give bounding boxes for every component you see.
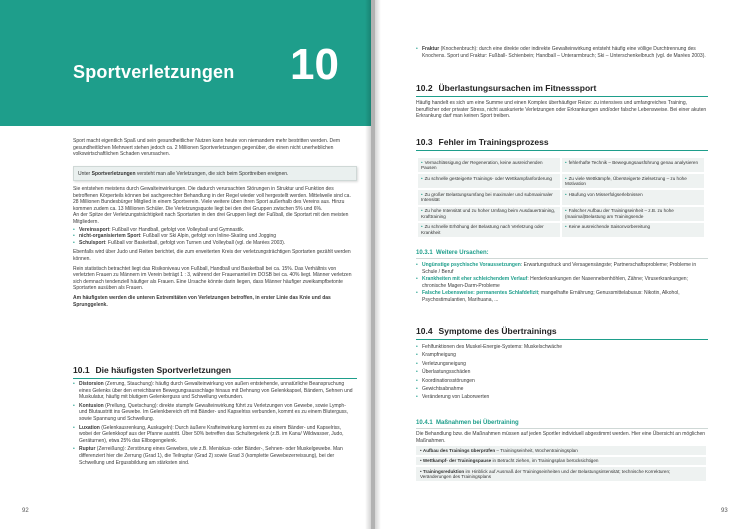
table-row — [418, 223, 704, 237]
list-item-text: : Fußball vor Ski Alpin, gefolgt von Inline-Skating und Jogging — [140, 233, 277, 240]
bullet-icon: • — [565, 175, 567, 181]
definition-rest: versteht man alle Verletzungen, die sich beim Sporttreiben ereignen. — [135, 171, 289, 177]
measures-box — [416, 446, 706, 483]
divider — [73, 378, 357, 379]
table-cell — [562, 174, 704, 188]
paragraph: Ebenfalls wird über Judo und Reiten berichtet, die zum erweiterten Kreis der verletzungsträchtigen Sportarten gezählt werden können. — [73, 249, 351, 262]
bullet-icon: • — [421, 208, 423, 214]
measure-text: im Hinblick auf Ausmaß der Trainingseinheiten und der Belastungsintensität; technische Korrekturen; Veränderungen des Trainingsplans — [420, 468, 671, 480]
list-item-term: Kontusion — [79, 402, 104, 409]
divider — [416, 96, 708, 97]
chapter-title: Sportverletzungen — [73, 62, 235, 82]
subsection-heading-10-4-1 — [416, 420, 708, 426]
table-cell — [562, 190, 704, 204]
section-heading-10-2 — [416, 83, 708, 93]
cell-text: Zu hohe Intensität und zu hoher Umfang beim Ausdauertraining, Krafttraining — [421, 208, 556, 219]
list-item — [73, 446, 353, 466]
list-item-text: : Fußball vor Basketball, gefolgt von Turnen und Volleyball (vgl. de Marées 2003). — [105, 239, 286, 246]
table-cell — [562, 158, 704, 172]
section-number: 10.4 — [416, 326, 433, 336]
chapter-header-band — [0, 0, 371, 126]
table-cell — [418, 223, 560, 237]
table-row — [418, 190, 704, 204]
list-item — [416, 290, 708, 303]
section-title: Überlastungsursachen im Fitnesssport — [438, 83, 597, 93]
definition-box — [73, 166, 357, 181]
causes-list — [416, 262, 708, 304]
definition-lead: Unter — [78, 171, 92, 177]
paragraph: Die Behandlung bzw. die Maßnahmen müssen auf jeden Sportler individuell abgestimmt werden. Hier eine Übersicht an möglichen Maßnahmen. — [416, 431, 706, 444]
table-cell — [418, 174, 560, 188]
list-item — [416, 276, 708, 289]
fraktur-list — [416, 46, 708, 59]
measure-term: Trainingsreduktion — [422, 468, 465, 474]
page-number: 93 — [721, 508, 728, 514]
cell-text: Häufung von Misserfolgserlebnissen — [568, 191, 643, 197]
list-item: • Gewichtsabnahme — [416, 385, 708, 393]
cell-text: Zu großer Belastungsumfang bei maximaler und submaximaler Intensität — [421, 191, 553, 203]
list-item-term: Vereinssport — [79, 226, 110, 233]
subsection-heading-10-3-1 — [416, 250, 708, 256]
cell-text: Vernachlässigung der Regeneration, keine ausreichenden Pausen — [421, 159, 543, 171]
table-cell — [418, 207, 560, 221]
list-item-term: Ruptur — [79, 446, 96, 453]
definition-term: Sportverletzungen — [91, 171, 136, 177]
section-title: Maßnahmen bei Übertraining — [436, 420, 519, 426]
cell-text: Keine ausreichende Saisonvorbereitung — [568, 224, 651, 230]
bullet-icon: • — [421, 159, 423, 165]
list-item — [73, 240, 353, 247]
measure-row: • Trainingsreduktion im Hinblick auf Ausmaß der Trainingseinheiten und der Belastungsintensität; technische Korrekturen; Veränderungen des Trainingsplans — [416, 467, 706, 481]
paragraph: Rein statistisch betrachtet liegt das Risikoniveau von Fußball, Handball und Basketball bei ca. 15%. Das Verhältnis von verletzten Frauen zu Männern im Verein beträgt 1 : 3, während der Frauenanteil im DOSB bei ca. 40% liegt. Männer verletzen sich demnach tendenziell häufiger als Frauen. Eine Ursache könnte darin liegen, dass Männer häufiger zweikampfbetonte Sportarten ausüben als Frauen. — [73, 265, 352, 292]
list-item-text: (Prellung, Quetschung): direkte stumpfe Gewalteinwirkung führt zu Verletzungen von Gewebe, sowie Lymph- und Blutaustritt ins Gewebe. Im Gelenkbereich oft mit Bänder- und Kapselriss verbunden, kommt es zu einem Bluterguss, sowie Spannung und Schwellung. — [79, 402, 349, 422]
list-item-term: Fraktur — [422, 46, 440, 52]
list-item-term: Schulsport — [79, 239, 106, 246]
symptoms-list — [416, 343, 708, 402]
measure-text: – Trainingseinheit, Wochentrainingsplan — [495, 447, 578, 453]
section-title: Fehler im Trainingsprozess — [438, 137, 549, 147]
section-title: Weitere Ursachen: — [436, 250, 489, 256]
bullet-icon: • — [565, 159, 567, 165]
list-item-text: : Herderkrankungen der Nasennebenhöhlen, Zähne; Viruserkrankungen; chronische Magen-Darm-Probleme — [422, 276, 688, 289]
table-cell — [418, 158, 560, 172]
section-title: Symptome des Übertrainings — [438, 326, 557, 336]
table-row — [418, 207, 704, 221]
cell-text: Zu schnelle Erhöhung der Belastung nach Verletzung oder Krankheit — [421, 224, 544, 235]
divider — [416, 339, 708, 340]
list-item — [73, 233, 353, 240]
page-number: 92 — [22, 508, 29, 514]
divider — [416, 150, 708, 151]
summary-paragraph: Am häufigsten werden die unteren Extremitäten von Verletzungen betroffen, in erster Linie das Knie und das Sprunggelenk. — [73, 294, 331, 308]
list-item-term: Distorsion — [79, 381, 104, 387]
section-number: 10.1 — [73, 365, 90, 375]
cell-text: Falscher Aufbau der Trainingseinheit – z.B. zu hohe (maximal)Belastung am Trainingsende — [565, 208, 674, 219]
bullet-icon: • — [565, 224, 567, 230]
divider — [416, 258, 708, 259]
list-item: • Koordinationsstörungen — [416, 377, 708, 385]
list-item-text: : Erwartungsdruck und Versagensängste; Partnerschaftsprobleme; Probleme in Schule / Beruf — [422, 262, 697, 275]
divider — [416, 428, 708, 429]
paragraph: Sie entstehen meistens durch Gewalteinwirkungen. Die dadurch verursachten Störungen in Struktur und Funktion des betroffenen Körperteils können bei sachgerechter Behandlung in der Regel wieder voll hergestellt werden. Mittelweile sind ca. 28 Millionen Bundesbürger Mitglied in einem Sportverein. Viele weitere üben ihren Sport außerhalb des Vereins aus. Hinzu kommen zudem ca. 13 Millionen Schüler. Die Verletzungsquote liegt bei den drei Gruppen zwischen 5% und 6%. — [73, 186, 351, 212]
list-item-term: Luxation — [79, 424, 100, 431]
bullet-icon: • — [421, 175, 423, 181]
table-cell — [562, 207, 704, 221]
list-item-term: Falsche Lebensweise: permanentes Schlafdefizit — [422, 290, 539, 297]
bullet-icon: • — [565, 191, 567, 197]
list-item — [73, 403, 353, 423]
cell-text: fehlerhafte Technik – Bewegungsausführung genau analysieren — [568, 159, 699, 165]
list-item-text: ; mangelhafte Ernährung; Genussmittelabusus: Nikotin, Alkohol, Psychostimulantien, Marihuana, ... — [422, 290, 680, 303]
list-item-term: nicht-organisiertem Sport — [79, 233, 141, 240]
table-row — [418, 174, 704, 188]
section-number: 10.3 — [416, 137, 433, 147]
section-number: 10.4.1 — [416, 420, 433, 426]
list-item-text: (Gelenkausrenkung, Auskugeln): Durch äußere Krafteinwirkung kommt es zu einem Bänder- und Kapselriss, wobei der Gelenkkopf aus der Pfanne austritt. Über 50% betreffen das Schultergelenk (z.B. im Kanu/ Wildwasser, Judo, Geräturnen), etwa 25% das Ellbogengelenk. — [79, 424, 344, 444]
table-cell — [562, 223, 704, 237]
section-title: Die häufigsten Sportverletzungen — [95, 365, 232, 375]
bullet-icon: • — [421, 191, 423, 197]
measure-term: Wettkampf- der Trainingspause — [422, 458, 492, 464]
intro-paragraph: Sport macht eigentlich Spaß und sein gesundheitlicher Nutzen kann heute von niemandem mehr bestritten werden. Dem gesundheitlichen Mehrwert stehen jedoch ca. 2 Millionen Sportverletzungen gegenüber, die einen nicht unerheblichen volkswirtschaftlichen Schaden verursachen. — [73, 138, 341, 158]
table-row — [418, 158, 704, 172]
list-item: • Veränderung von Laborwerten — [416, 393, 708, 401]
section-heading-10-4 — [416, 326, 708, 336]
list-item — [416, 46, 708, 59]
list-item: • Krampfneigung — [416, 351, 708, 359]
cell-text: Zu schnelle gesteigerte Trainings- oder Wettkampfanforderung — [424, 175, 552, 181]
paragraph: Häufig handelt es sich um eine Summe und einen Komplex überhäufiger Reize: zu intensives und umfangreiches Training, beruflicher oder privater Stress, nicht auskurierte Verletzungen oder Erkrankungen und/oder falsche Lebensweise. Bei einer akuten Erkrankung darf man keinen Sport treiben. — [416, 100, 707, 120]
list-item — [416, 262, 708, 275]
measure-text: in Betracht ziehen, im Trainingsplan berücksichtigen — [491, 458, 599, 464]
cell-text: Zu viele Wettkämpfe, Übersteigerte Zielsetzung – zu hohe Motivation — [565, 175, 687, 187]
measure-term: Aufbau des Trainings überprüfen — [422, 447, 496, 453]
list-item — [73, 227, 353, 234]
list-item-text: (Zerrung, Stauchung): häufig durch Gewalteinwirkung von außen entstehende, unnatürliche Beanspruchung eines Gelenks über den erreichbaren Bewegungsausschlage hinaus mit Dehnung von Gelenkkapsel, Bändern, Sehnen und Muskulatur, häufig mit blutigem Gelenkerguss und Schwellung verbunden. — [79, 381, 353, 401]
measure-row: • Aufbau des Trainings überprüfen – Trainingseinheit, Wochentrainingsplan — [416, 446, 706, 455]
sport-groups-list — [73, 227, 353, 247]
list-item-text: (Knochenbruch): durch eine direkte oder indirekte Gewalteinwirkung entsteht häufig eine völlige Durchtrennung des Knochens. Sport und Fraktur: Fußball- Schienbein; Handball – Unterarmbruch; Ski – Unterschenkelbruch (vgl. de Marées 2003). — [422, 46, 706, 59]
chapter-number: 10 — [290, 40, 339, 89]
measure-row: • Wettkampf- der Trainingspause in Betracht ziehen, im Trainingsplan berücksichtigen — [416, 457, 706, 466]
injury-list — [73, 381, 353, 466]
section-heading-10-1 — [73, 365, 353, 375]
bullet-icon: • — [565, 208, 567, 214]
training-errors-table — [416, 156, 706, 239]
section-number: 10.2 — [416, 83, 433, 93]
list-item-text: : Fußball vor Handball, gefolgt von Volleyball und Gymnastik. — [109, 226, 245, 233]
paragraph: An der Spitze der Verletzungsträchtigkeit nach Sportarten in den drei Gruppen liegt der Fußball, die Sportart mit den meisten Mitgliedern. — [73, 212, 349, 225]
section-number: 10.3.1 — [416, 250, 433, 256]
list-item: • Überlastungsschäden — [416, 368, 708, 376]
list-item-term: Krankheiten mit eher schleichendem Verlauf — [422, 276, 528, 283]
list-item: • Verletzungsneigung — [416, 360, 708, 368]
list-item: • Fehlfunktionen des Muskel-Energie-Systems: Muskelschwäche — [416, 343, 708, 351]
list-item — [73, 425, 353, 445]
bullet-icon: • — [421, 224, 423, 230]
list-item — [73, 381, 353, 401]
section-heading-10-3 — [416, 137, 708, 147]
list-item-text: (Zerreißung): Zerstörung eines Gewebes, wie z.B. Meniskus- oder Bänder-, Sehnen- oder Muskelgewebe. Man differenziert hier die Zerrung (Grad 1), die Teilruptur (Grad 2) sowie Grad 3 (komplette Gewebezerreissung), bei der Schwellung und Ergussbildung am stärksten sind. — [79, 446, 343, 466]
list-item-term: Ungünstige psychische Voraussetzungen — [422, 262, 521, 268]
table-cell — [418, 190, 560, 204]
left-body — [73, 186, 353, 308]
left-page — [0, 0, 371, 529]
